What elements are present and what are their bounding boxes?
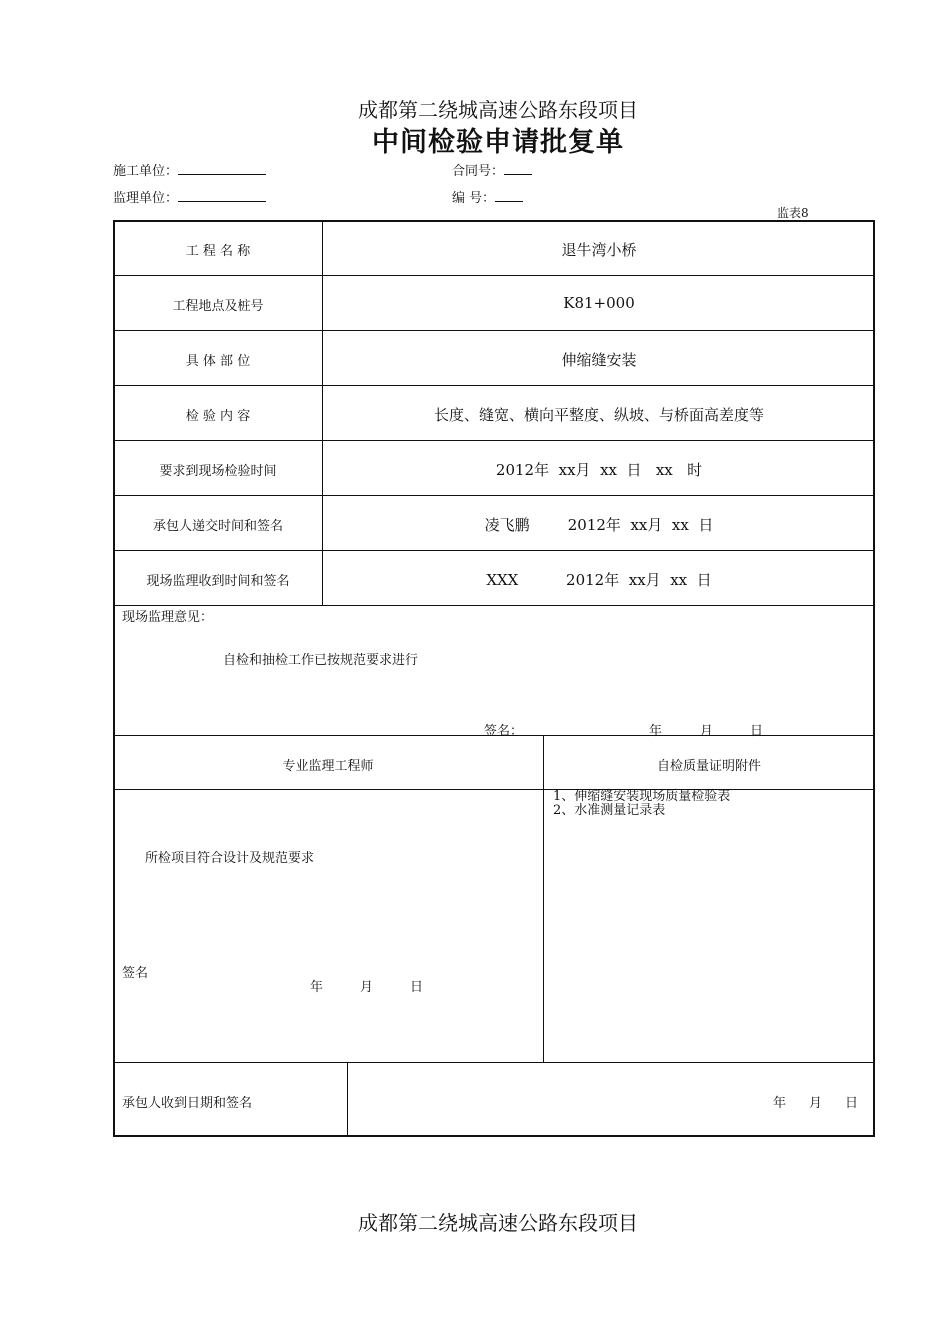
serial-no-blank[interactable] <box>495 188 523 202</box>
row-divider <box>113 275 875 276</box>
contract-no-label: 合同号： <box>452 164 505 179</box>
contractor-blank[interactable] <box>178 161 266 175</box>
site-opinion-label: 现场监理意见： <box>122 610 214 625</box>
attachments-header: 自检质量证明附件 <box>656 759 761 774</box>
serial-no-label: 编 号： <box>452 191 496 206</box>
column-divider <box>543 735 544 1062</box>
inspection-content-value[interactable]: 长度、缝宽、横向平整度、纵坡、与桥面高差度等 <box>433 406 764 424</box>
footer-project-name: 成都第二绕城高速公路东段项目 <box>358 1211 638 1235</box>
position-label: 具 体 部 位 <box>185 354 251 369</box>
row-divider <box>113 385 875 386</box>
receipt-month: 月 <box>809 1096 823 1111</box>
row-divider <box>113 330 875 331</box>
site-opinion-day: 日 <box>750 724 764 739</box>
column-divider <box>347 1062 348 1137</box>
requested-time-value[interactable]: 2012年 xx月 xx 日 xx 时 <box>495 461 703 479</box>
contract-no-blank[interactable] <box>504 161 532 175</box>
supervisor-field <box>113 187 266 206</box>
receipt-day: 日 <box>845 1096 859 1111</box>
submission-value[interactable]: 凌飞鹏 2012年 xx月 xx 日 <box>484 516 714 534</box>
receipt-year: 年 <box>773 1096 787 1111</box>
engineer-day: 日 <box>410 980 424 995</box>
location-value[interactable]: K81+000 <box>563 294 635 312</box>
engineer-sign-label: 签名 <box>122 966 149 981</box>
requested-time-label: 要求到现场检验时间 <box>159 464 277 479</box>
row-divider <box>113 440 875 441</box>
location-label: 工程地点及桩号 <box>172 299 264 314</box>
site-opinion-year: 年 <box>649 724 663 739</box>
site-opinion-text[interactable]: 自检和抽检工作已按规范要求进行 <box>223 653 419 668</box>
row-divider <box>113 550 875 551</box>
contract-no-field <box>452 160 532 179</box>
row-divider <box>113 789 875 790</box>
attachment-item[interactable]: 1、伸缩缝安装现场质量检验表 <box>553 789 731 804</box>
submission-label: 承包人递交时间和签名 <box>152 519 283 534</box>
contractor-label: 施工单位： <box>113 164 179 179</box>
position-value[interactable]: 伸缩缝安装 <box>561 351 637 369</box>
attachment-item[interactable]: 2、水准测量记录表 <box>553 803 666 818</box>
contractor-field <box>113 160 266 179</box>
inspection-content-label: 检 验 内 容 <box>185 409 251 424</box>
project-name-value[interactable]: 退牛湾小桥 <box>561 241 637 259</box>
receipt-label: 承包人收到日期和签名 <box>122 1096 253 1111</box>
project-name-label: 工 程 名 称 <box>185 244 251 259</box>
engineer-header: 专业监理工程师 <box>282 759 374 774</box>
engineer-month: 月 <box>360 980 374 995</box>
row-divider <box>113 605 875 606</box>
received-value[interactable]: XXX 2012年 xx月 xx 日 <box>486 571 712 589</box>
engineer-year: 年 <box>310 980 324 995</box>
site-opinion-sign-label: 签名： <box>484 724 524 739</box>
site-opinion-month: 月 <box>700 724 714 739</box>
engineer-text[interactable]: 所检项目符合设计及规范要求 <box>145 851 315 866</box>
supervisor-blank[interactable] <box>178 188 266 202</box>
form-code: 监表8 <box>777 206 809 220</box>
serial-no-field <box>452 187 523 206</box>
row-divider <box>113 1062 875 1063</box>
row-divider <box>113 495 875 496</box>
supervisor-label: 监理单位： <box>113 191 179 206</box>
project-name: 成都第二绕城高速公路东段项目 <box>358 98 638 122</box>
form-title: 中间检验申请批复单 <box>372 127 624 158</box>
received-label: 现场监理收到时间和签名 <box>146 574 290 589</box>
